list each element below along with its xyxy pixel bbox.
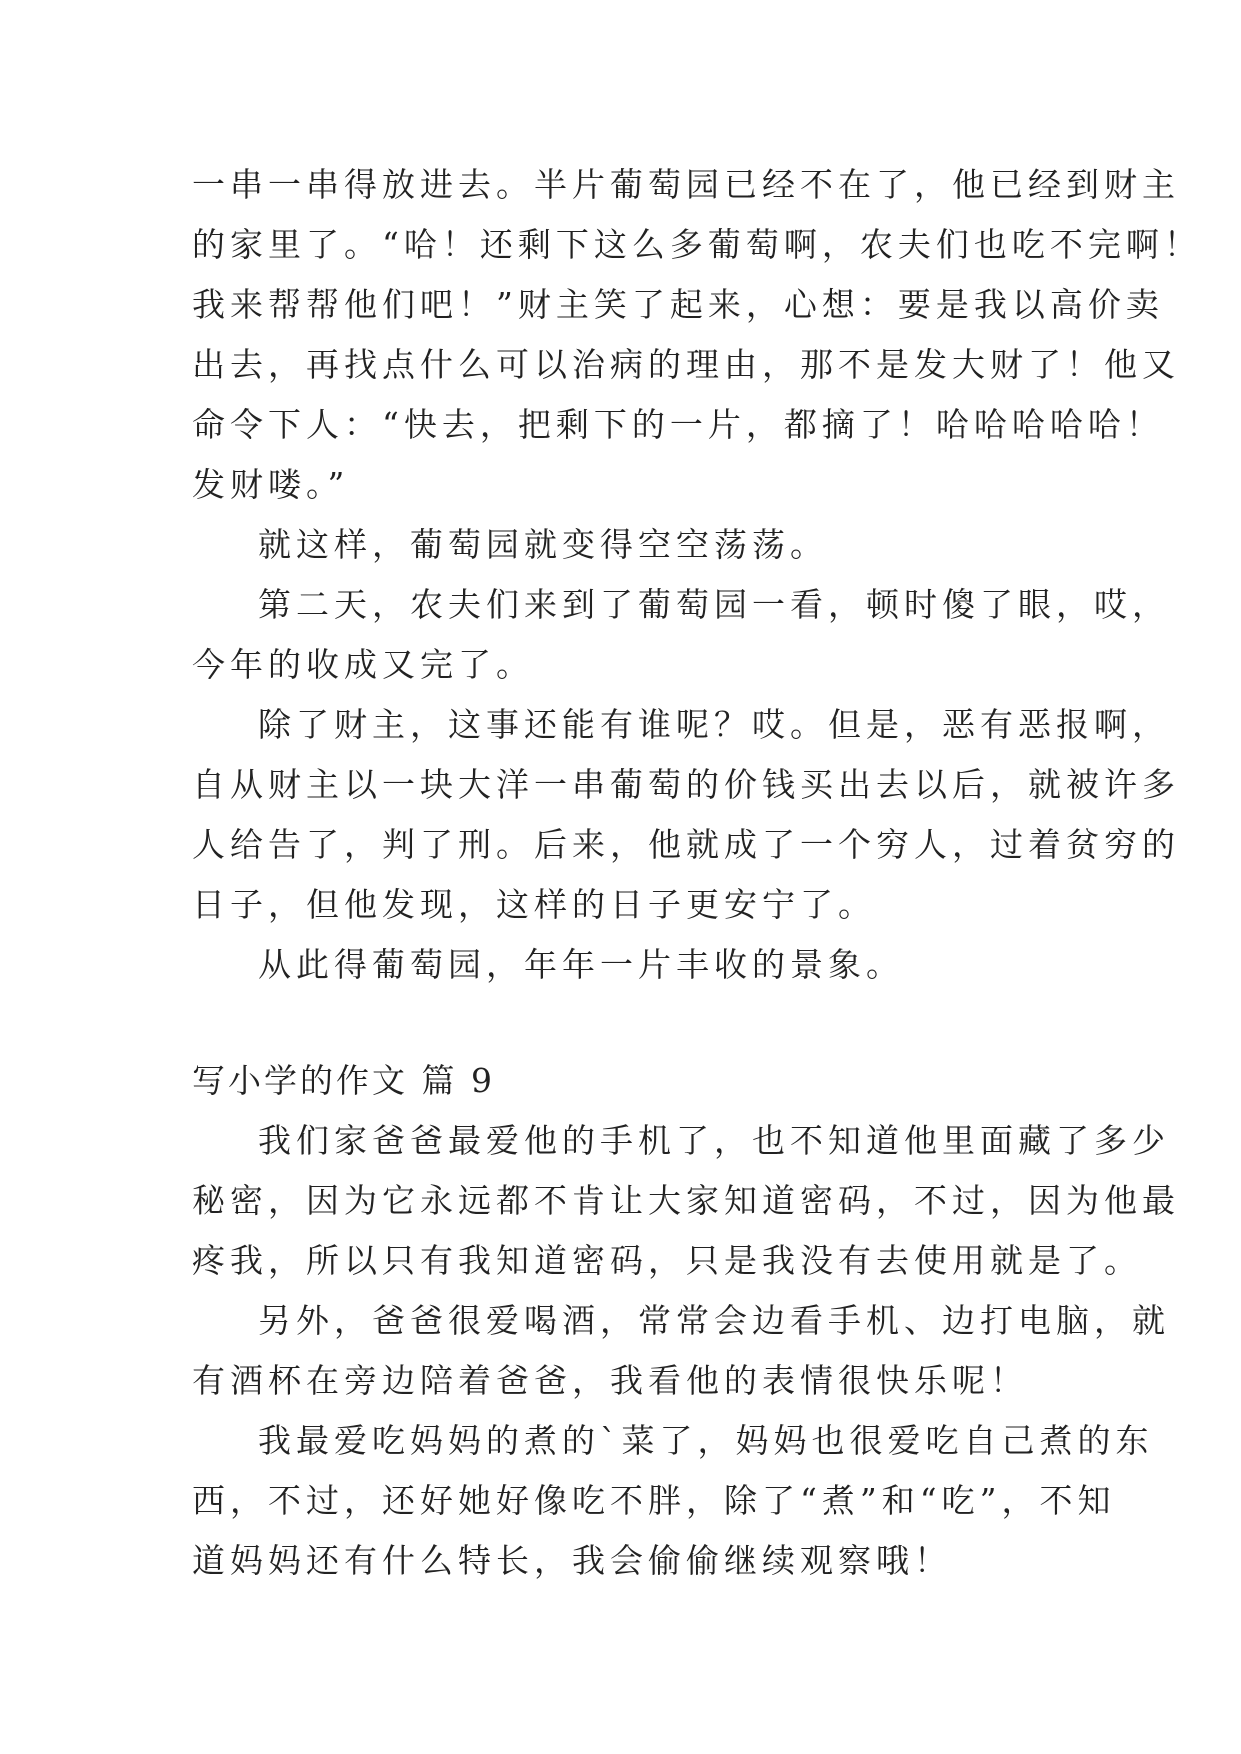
section-title: 写小学的作文 篇 9 (192, 1061, 495, 1100)
text-line: 一串一串得放进去。半片葡萄园已经不在了，他已经到财主 (192, 165, 1180, 204)
paragraph (192, 1111, 1180, 1291)
text-line: 发财喽。” (192, 465, 350, 504)
document-body (192, 155, 1202, 1591)
text-line: 第二天，农夫们来到了葡萄园一看，顿时傻了眼，哎， (258, 585, 1170, 624)
section-spacer (192, 995, 1072, 1051)
text-line: 道妈妈还有什么特长，我会偷偷继续观察哦！ (192, 1541, 952, 1580)
text-line: 另外，爸爸很爱喝酒，常常会边看手机、边打电脑，就 (258, 1301, 1170, 1340)
text-line: 命令下人：“快去，把剩下的一片，都摘了！哈哈哈哈哈！ (192, 405, 1164, 444)
section-heading (192, 1051, 1072, 1111)
text-line: 就这样，葡萄园就变得空空荡荡。 (258, 525, 828, 564)
text-line: 我来帮帮他们吧！”财主笑了起来，心想：要是我以高价卖 (192, 285, 1164, 324)
text-line: 从此得葡萄园，年年一片丰收的景象。 (258, 945, 904, 984)
paragraph-continuation (192, 155, 1202, 515)
text-line: 今年的收成又完了。 (192, 645, 534, 684)
paragraph (192, 1291, 1170, 1411)
paragraph (192, 575, 1170, 695)
text-line: 的家里了。“哈！还剩下这么多葡萄啊，农夫们也吃不完啊！ (192, 225, 1202, 264)
text-line: 人给告了，判了刑。后来，他就成了一个穷人，过着贫穷的 (192, 825, 1180, 864)
paragraph (192, 515, 1072, 575)
text-line: 出去，再找点什么可以治病的理由，那不是发大财了！他又 (192, 345, 1180, 384)
text-line: 西，不过，还好她好像吃不胖，除了“煮”和“吃”，不知 (192, 1481, 1116, 1520)
text-line: 日子，但他发现，这样的日子更安宁了。 (192, 885, 876, 924)
paragraph (192, 935, 1072, 995)
paragraph (192, 1411, 1154, 1591)
text-line: 我最爱吃妈妈的煮的`菜了，妈妈也很爱吃自己煮的东 (258, 1421, 1154, 1460)
text-line: 除了财主，这事还能有谁呢？哎。但是，恶有恶报啊， (258, 705, 1170, 744)
text-line: 疼我，所以只有我知道密码，只是我没有去使用就是了。 (192, 1241, 1142, 1280)
text-line: 有酒杯在旁边陪着爸爸，我看他的表情很快乐呢！ (192, 1361, 1028, 1400)
text-line: 我们家爸爸最爱他的手机了，也不知道他里面藏了多少 (258, 1121, 1170, 1160)
text-line: 秘密，因为它永远都不肯让大家知道密码，不过，因为他最 (192, 1181, 1180, 1220)
paragraph (192, 695, 1180, 935)
text-line: 自从财主以一块大洋一串葡萄的价钱买出去以后，就被许多 (192, 765, 1180, 804)
